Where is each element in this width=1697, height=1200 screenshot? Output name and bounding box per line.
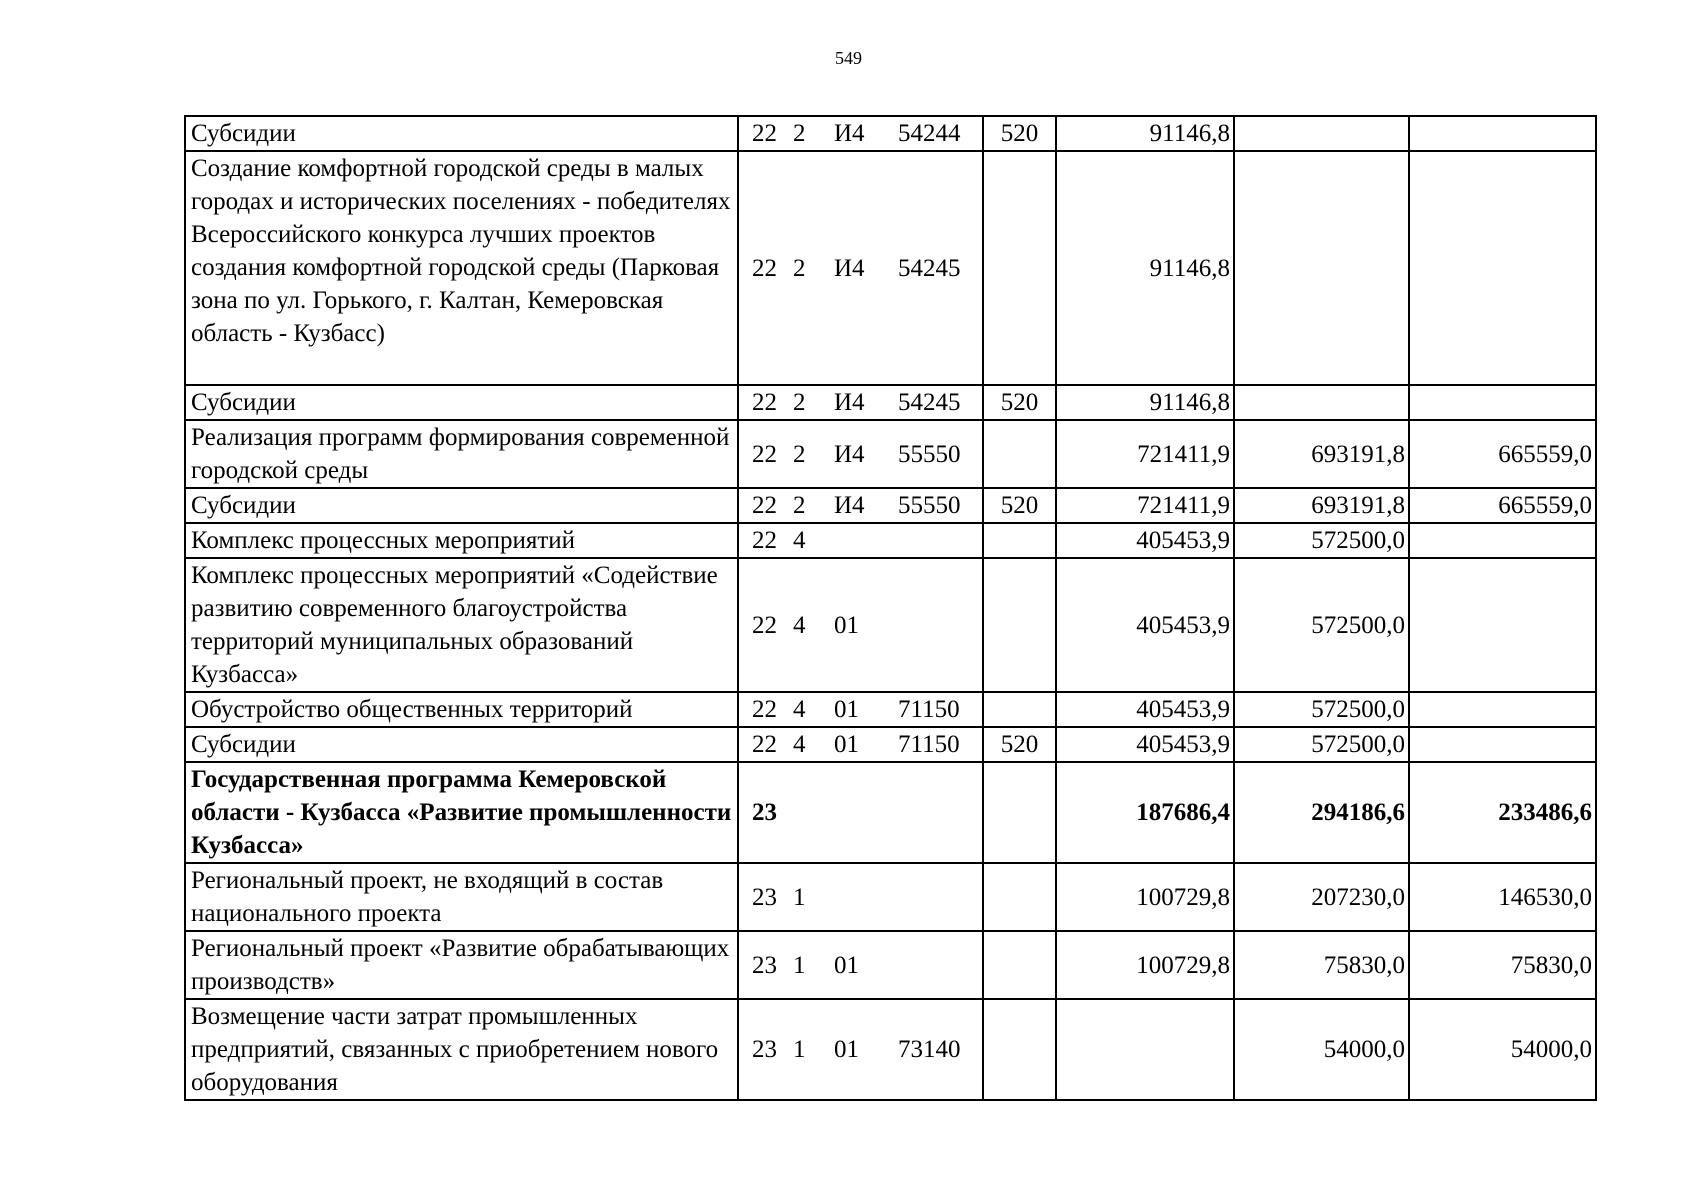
amount-year-1: 100729,8 [1056, 863, 1234, 931]
table-row [185, 116, 1596, 151]
row-code [738, 558, 983, 692]
amount-year-3 [1409, 116, 1596, 151]
row-name: Субсидии [185, 116, 738, 151]
table-row [185, 488, 1596, 523]
row-name: Региональный проект, не входящий в состав национального проекта [185, 863, 738, 931]
direction-code: 73140 [898, 1036, 961, 1063]
amount-year-2 [1234, 151, 1409, 385]
amount-year-2 [1234, 116, 1409, 151]
amount-year-1 [1056, 999, 1234, 1100]
project-code: И4 [834, 254, 865, 282]
row-code [738, 385, 983, 420]
subprogram-code: 4 [793, 731, 806, 758]
amount-year-2: 572500,0 [1234, 523, 1409, 558]
amount-year-1: 405453,9 [1056, 558, 1234, 692]
subprogram-code: 4 [793, 611, 806, 639]
row-code [738, 420, 983, 488]
row-code [738, 488, 983, 523]
subprogram-code: 2 [793, 120, 806, 147]
subprogram-code: 2 [793, 389, 806, 416]
program-code: 22 [752, 120, 777, 147]
direction-code: 71150 [898, 731, 960, 758]
amount-year-3: 233486,6 [1409, 762, 1596, 863]
page-number: 549 [835, 48, 862, 68]
amount-year-1: 405453,9 [1056, 523, 1234, 558]
amount-year-1: 721411,9 [1056, 488, 1234, 523]
row-code [738, 762, 983, 863]
amount-year-1: 91146,8 [1056, 151, 1234, 385]
amount-year-3: 146530,0 [1409, 863, 1596, 931]
subprogram-code: 1 [793, 951, 806, 979]
direction-code: 55550 [898, 492, 961, 519]
program-code: 23 [752, 1036, 777, 1063]
table-row [185, 762, 1596, 863]
table-row [185, 999, 1596, 1100]
table-row [185, 385, 1596, 420]
expense-type-code [983, 420, 1056, 488]
expense-type-code: 520 [983, 385, 1056, 420]
expense-type-code [983, 151, 1056, 385]
project-code: И4 [834, 389, 865, 416]
table-row [185, 558, 1596, 692]
table-row [185, 931, 1596, 999]
amount-year-2: 572500,0 [1234, 727, 1409, 762]
table-row [185, 151, 1596, 385]
project-code: 01 [834, 611, 859, 639]
row-code [738, 863, 983, 931]
table-row [185, 523, 1596, 558]
project-code: И4 [834, 440, 865, 468]
program-code: 22 [752, 254, 777, 282]
amount-year-2: 572500,0 [1234, 558, 1409, 692]
direction-code: 54245 [898, 254, 961, 282]
row-name: Субсидии [185, 727, 738, 762]
program-code: 23 [752, 883, 777, 911]
program-code: 22 [752, 527, 777, 554]
subprogram-code: 2 [793, 492, 806, 519]
amount-year-2: 294186,6 [1234, 762, 1409, 863]
program-code: 22 [752, 492, 777, 519]
amount-year-1: 405453,9 [1056, 727, 1234, 762]
direction-code: 55550 [898, 440, 961, 468]
row-code [738, 692, 983, 727]
project-code: 01 [834, 951, 859, 979]
subprogram-code: 2 [793, 440, 806, 468]
program-code: 23 [752, 799, 777, 826]
table-row [185, 727, 1596, 762]
amount-year-3 [1409, 727, 1596, 762]
amount-year-2: 75830,0 [1234, 931, 1409, 999]
row-code [738, 931, 983, 999]
row-code [738, 727, 983, 762]
amount-year-2 [1234, 385, 1409, 420]
subprogram-code: 1 [793, 1036, 806, 1063]
amount-year-3: 665559,0 [1409, 488, 1596, 523]
program-code: 22 [752, 440, 777, 468]
amount-year-3: 75830,0 [1409, 931, 1596, 999]
row-code [738, 116, 983, 151]
row-name: Комплекс процессных мероприятий «Содействие развитию современного благоустройства территорий муниципальных образований Кузбасса» [185, 558, 738, 692]
direction-code: 54244 [898, 120, 961, 147]
amount-year-3: 665559,0 [1409, 420, 1596, 488]
row-name: Государственная программа Кемеровской области - Кузбасса «Развитие промышленности Кузбасса» [185, 762, 738, 863]
expense-type-code [983, 999, 1056, 1100]
project-code: 01 [834, 696, 859, 723]
amount-year-1: 100729,8 [1056, 931, 1234, 999]
subprogram-code: 4 [793, 696, 806, 723]
expense-type-code [983, 863, 1056, 931]
expense-type-code: 520 [983, 488, 1056, 523]
amount-year-1: 91146,8 [1056, 116, 1234, 151]
table-row [185, 692, 1596, 727]
subprogram-code: 4 [793, 527, 806, 554]
row-name: Реализация программ формирования современной городской среды [185, 420, 738, 488]
project-code: 01 [834, 731, 859, 758]
row-name: Обустройство общественных территорий [185, 692, 738, 727]
direction-code: 71150 [898, 696, 960, 723]
row-name: Создание комфортной городской среды в малых городах и исторических поселениях - победителях Всероссийского конкурса лучших проектов создания комфортной городской среды (Парковая зона по ул. Горького, г. Калтан, Кемеровская область - Кузбасс) [185, 151, 738, 385]
amount-year-1: 91146,8 [1056, 385, 1234, 420]
amount-year-3: 54000,0 [1409, 999, 1596, 1100]
amount-year-3 [1409, 523, 1596, 558]
program-code: 22 [752, 731, 777, 758]
project-code: И4 [834, 492, 865, 519]
row-name: Региональный проект «Развитие обрабатывающих производств» [185, 931, 738, 999]
subprogram-code: 2 [793, 254, 806, 282]
expense-type-code: 520 [983, 116, 1056, 151]
expense-type-code [983, 523, 1056, 558]
row-code [738, 151, 983, 385]
amount-year-3 [1409, 692, 1596, 727]
project-code: И4 [834, 120, 865, 147]
amount-year-2: 693191,8 [1234, 488, 1409, 523]
expense-type-code [983, 692, 1056, 727]
program-code: 22 [752, 696, 777, 723]
amount-year-3 [1409, 558, 1596, 692]
row-code [738, 999, 983, 1100]
expense-type-code [983, 931, 1056, 999]
expense-type-code [983, 762, 1056, 863]
row-name: Субсидии [185, 488, 738, 523]
row-code [738, 523, 983, 558]
expense-type-code [983, 558, 1056, 692]
amount-year-2: 54000,0 [1234, 999, 1409, 1100]
row-name: Возмещение части затрат промышленных предприятий, связанных с приобретением нового оборудования [185, 999, 738, 1100]
program-code: 23 [752, 951, 777, 979]
expense-type-code: 520 [983, 727, 1056, 762]
amount-year-1: 721411,9 [1056, 420, 1234, 488]
table-row [185, 420, 1596, 488]
direction-code: 54245 [898, 389, 961, 416]
budget-table [184, 115, 1597, 1101]
amount-year-2: 207230,0 [1234, 863, 1409, 931]
amount-year-2: 693191,8 [1234, 420, 1409, 488]
program-code: 22 [752, 389, 777, 416]
amount-year-2: 572500,0 [1234, 692, 1409, 727]
program-code: 22 [752, 611, 777, 639]
table-row [185, 863, 1596, 931]
amount-year-1: 187686,4 [1056, 762, 1234, 863]
row-name: Субсидии [185, 385, 738, 420]
amount-year-3 [1409, 385, 1596, 420]
amount-year-1: 405453,9 [1056, 692, 1234, 727]
row-name: Комплекс процессных мероприятий [185, 523, 738, 558]
subprogram-code: 1 [793, 883, 806, 911]
project-code: 01 [834, 1036, 859, 1063]
amount-year-3 [1409, 151, 1596, 385]
